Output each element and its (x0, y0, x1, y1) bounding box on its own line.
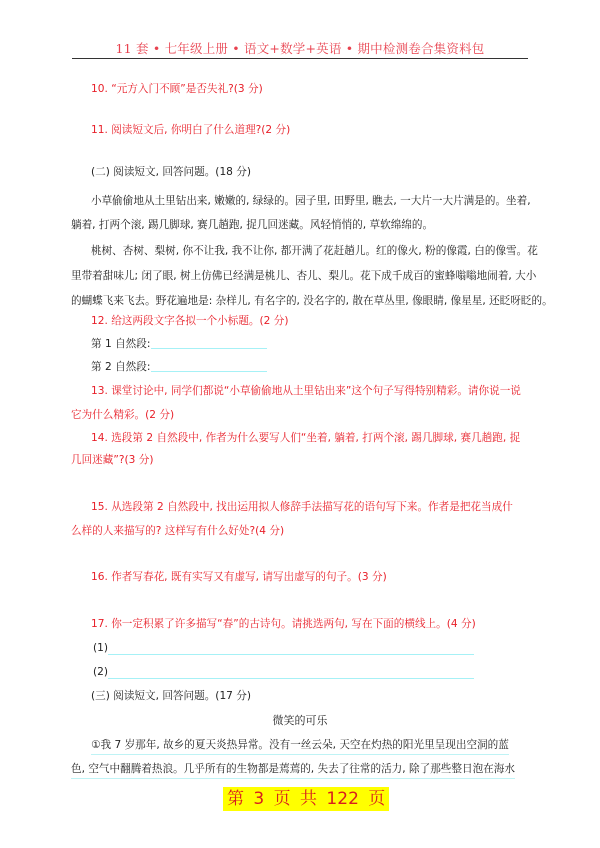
header-rule (72, 58, 528, 59)
question-17: 17. 你一定积累了许多描写“春”的古诗句。请挑选两句, 写在下面的横线上。(4 分) (91, 618, 476, 630)
article-p1-line2: 色, 空气中翻腾着热浪。几乎所有的生物都是蔫蔫的, 失去了往常的活力, 除了那些整日泡在海水 (71, 761, 515, 779)
q17-answer2-label: (2) (93, 666, 109, 678)
passage-p2-line3: 的蝴蝶飞来飞去。野花遍地是: 杂样儿, 有名字的, 没名字的, 散在草丛里, 像眼睛, 像星星, 还眨呀眨的。 (71, 295, 553, 307)
page-header: 11 套 • 七年级上册 • 语文+数学+英语 • 期中检测卷合集资料包 (115, 41, 485, 56)
passage-p1-line1: 小草偷偷地从土里钻出来, 嫩嫩的, 绿绿的。园子里, 田野里, 瞧去, 一大片一大片满是的。坐着, (91, 195, 531, 207)
page-indicator: 第 3 页 共 122 页 (223, 787, 389, 811)
q17-answer1-input[interactable] (108, 654, 474, 655)
question-15-line2: 么样的人来描写的? 这样写有什么好处?(4 分) (71, 525, 285, 537)
question-14-line2: 几回迷藏”?(3 分) (71, 454, 154, 466)
passage-p2-line2: 里带着甜味儿; 闭了眼, 树上仿佛已经满是桃儿、杏儿、梨儿。花下成千成百的蜜蜂嗡嗡地闹着, 大小 (71, 270, 537, 282)
question-12: 12. 给这两段文字各拟一个小标题。(2 分) (91, 315, 289, 327)
question-16: 16. 作者写春花, 既有实写又有虚写, 请写出虚写的句子。(3 分) (91, 571, 387, 583)
q12-field1-input[interactable] (151, 348, 267, 349)
q12-field2-input[interactable] (151, 371, 267, 372)
question-11: 11. 阅读短文后, 你明白了什么道理?(2 分) (91, 124, 291, 136)
passage-p1-line2: 躺着, 打两个滚, 踢几脚球, 赛几趟跑, 捉几回迷藏。风轻悄悄的, 草软绵绵的。 (71, 219, 434, 231)
question-13-line2: 它为什么精彩。(2 分) (71, 409, 175, 421)
q17-answer1-label: (1) (93, 642, 109, 654)
passage-p2-line1: 桃树、杏树、梨树, 你不让我, 我不让你, 都开满了花赶趟儿。红的像火, 粉的像霞, 白的像雪。花 (91, 245, 538, 257)
question-13-line1: 13. 课堂讨论中, 同学们都说“小草偷偷地从土里钻出来”这个句子写得特别精彩。请你说一说 (91, 385, 521, 397)
q17-answer2-input[interactable] (108, 678, 474, 679)
question-10: 10. “元方入门不顾”是否失礼?(3 分) (91, 83, 263, 95)
question-15-line1: 15. 从选段第 2 自然段中, 找出运用拟人修辞手法描写花的语句写下来。作者是把花当成什 (91, 501, 513, 513)
question-14-line1: 14. 选段第 2 自然段中, 作者为什么要写人们“坐着, 躺着, 打两个滚, 踢几脚球, 赛几趟跑, 捉 (91, 432, 521, 444)
q12-field1-label: 第 1 自然段: (91, 338, 151, 350)
article-p1-line1: ①我 7 岁那年, 故乡的夏天炎热异常。没有一丝云朵, 天空在灼热的阳光里呈现出空洞的蓝 (91, 737, 509, 755)
section-two-heading: (二) 阅读短文, 回答问题。(18 分) (91, 166, 252, 178)
q12-field2-label: 第 2 自然段: (91, 361, 151, 373)
section-three-heading: (三) 阅读短文, 回答问题。(17 分) (91, 690, 252, 702)
article-title: 微笑的可乐 (272, 714, 328, 727)
